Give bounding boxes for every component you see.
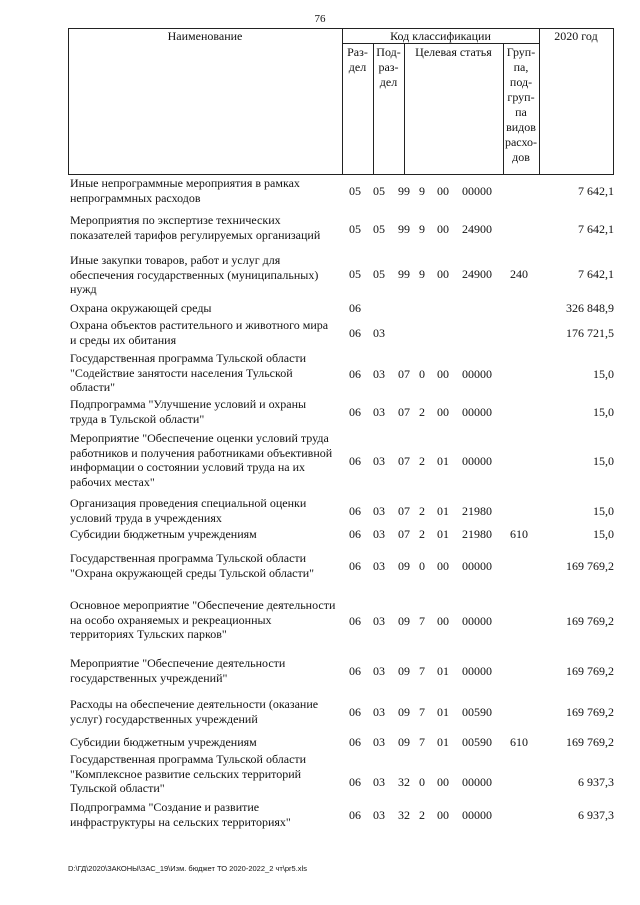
event-code: 01 (437, 705, 449, 719)
direction-code: 00000 (462, 664, 492, 678)
subsection-code: 03 (373, 735, 385, 749)
razdel-code: 05 (349, 184, 361, 198)
subprogram-code: 0 (419, 559, 425, 573)
program-code: 09 (398, 559, 410, 573)
subprogram-code: 2 (419, 527, 425, 541)
event-code: 00 (437, 184, 449, 198)
direction-code: 00000 (462, 559, 492, 573)
event-code: 01 (437, 454, 449, 468)
amount-2020: 15,0 (593, 504, 614, 518)
razdel-code: 06 (349, 705, 361, 719)
amount-2020: 169 769,2 (566, 735, 614, 749)
amount-2020: 15,0 (593, 527, 614, 541)
direction-code: 24900 (462, 267, 492, 281)
table-header (68, 28, 614, 174)
razdel-code: 06 (349, 735, 361, 749)
header-target: Целевая статья (415, 45, 492, 59)
program-code: 07 (398, 405, 410, 419)
program-code: 99 (398, 184, 410, 198)
program-code: 07 (398, 454, 410, 468)
subsection-code: 03 (373, 367, 385, 381)
razdel-code: 06 (349, 614, 361, 628)
event-code: 00 (437, 775, 449, 789)
amount-2020: 15,0 (593, 405, 614, 419)
razdel-code: 06 (349, 405, 361, 419)
expense-type-code: 610 (510, 527, 528, 541)
razdel-code: 06 (349, 664, 361, 678)
razdel-code: 06 (349, 301, 361, 315)
subsection-code: 03 (373, 326, 385, 340)
subsection-code: 05 (373, 267, 385, 281)
row-name: Государственная программа Тульской области "Охрана окружающей среды Тульской области" (70, 551, 315, 580)
header-divider-group (539, 28, 540, 175)
header-classification: Код классификации (390, 29, 491, 43)
row-name: Иные непрограммные мероприятия в рамках непрограммных расходов (70, 176, 300, 205)
event-code: 00 (437, 405, 449, 419)
event-code: 01 (437, 527, 449, 541)
subprogram-code: 7 (419, 735, 425, 749)
razdel-code: 05 (349, 267, 361, 281)
expense-type-code: 610 (510, 735, 528, 749)
subprogram-code: 9 (419, 222, 425, 236)
header-bottom-border (68, 174, 614, 175)
header-subsection: Под- раз- дел (376, 45, 401, 89)
subprogram-code: 9 (419, 267, 425, 281)
file-path-footer: D:\ГД\2020\ЗАКОНЫ\ЗАС_19\Изм. бюджет ТО 2020-2022_2 чт\pr5.xls (68, 864, 307, 873)
row-name: Охрана окружающей среды (70, 301, 212, 315)
event-code: 01 (437, 504, 449, 518)
row-name: Иные закупки товаров, работ и услуг для обеспечения государственных (муниципальных) нужд (70, 253, 319, 296)
razdel-code: 06 (349, 326, 361, 340)
page-number: 76 (314, 13, 326, 25)
program-code: 09 (398, 705, 410, 719)
direction-code: 21980 (462, 527, 492, 541)
row-name: Расходы на обеспечение деятельности (оказание услуг) государственных учреждений (70, 697, 319, 726)
direction-code: 00000 (462, 405, 492, 419)
razdel-code: 06 (349, 527, 361, 541)
subprogram-code: 0 (419, 367, 425, 381)
subsection-code: 03 (373, 705, 385, 719)
subsection-code: 03 (373, 664, 385, 678)
razdel-code: 06 (349, 775, 361, 789)
amount-2020: 169 769,2 (566, 664, 614, 678)
amount-2020: 15,0 (593, 454, 614, 468)
subprogram-code: 2 (419, 808, 425, 822)
program-code: 99 (398, 267, 410, 281)
program-code: 09 (398, 614, 410, 628)
header-left-border (68, 28, 69, 175)
header-year: 2020 год (554, 29, 598, 43)
row-name: Основное мероприятие "Обеспечение деятельности на особо охраняемых и рекреационных территориях Тульских парков" (70, 598, 336, 641)
header-group: Груп- па, под- груп- па видов расхо- дов (504, 45, 538, 164)
program-code: 07 (398, 504, 410, 518)
amount-2020: 6 937,3 (578, 775, 614, 789)
event-code: 01 (437, 735, 449, 749)
header-section: Раз- дел (347, 45, 368, 74)
header-name: Наименование (167, 29, 243, 43)
subsection-code: 03 (373, 527, 385, 541)
subsection-code: 05 (373, 222, 385, 236)
event-code: 00 (437, 267, 449, 281)
subprogram-code: 0 (419, 775, 425, 789)
direction-code: 21980 (462, 504, 492, 518)
row-name: Подпрограмма "Создание и развитие инфраструктуры на сельских территориях" (70, 800, 291, 829)
amount-2020: 7 642,1 (578, 222, 614, 236)
subprogram-code: 2 (419, 454, 425, 468)
subprogram-code: 7 (419, 664, 425, 678)
subsection-code: 03 (373, 559, 385, 573)
direction-code: 00000 (462, 454, 492, 468)
subsection-code: 03 (373, 504, 385, 518)
event-code: 00 (437, 222, 449, 236)
subsection-code: 03 (373, 614, 385, 628)
program-code: 07 (398, 527, 410, 541)
amount-2020: 326 848,9 (566, 301, 614, 315)
event-code: 00 (437, 559, 449, 573)
subsection-code: 03 (373, 808, 385, 822)
program-code: 99 (398, 222, 410, 236)
subprogram-code: 2 (419, 405, 425, 419)
header-right-border (613, 28, 614, 175)
expense-type-code: 240 (510, 267, 528, 281)
amount-2020: 176 721,5 (566, 326, 614, 340)
direction-code: 00000 (462, 614, 492, 628)
row-name: Государственная программа Тульской области "Содействие занятости населения Тульской области" (70, 351, 307, 394)
amount-2020: 7 642,1 (578, 184, 614, 198)
direction-code: 00000 (462, 184, 492, 198)
event-code: 00 (437, 614, 449, 628)
program-code: 09 (398, 664, 410, 678)
program-code: 09 (398, 735, 410, 749)
direction-code: 00000 (462, 775, 492, 789)
amount-2020: 7 642,1 (578, 267, 614, 281)
amount-2020: 6 937,3 (578, 808, 614, 822)
direction-code: 24900 (462, 222, 492, 236)
header-divider-subsection (404, 43, 405, 175)
event-code: 00 (437, 808, 449, 822)
subprogram-code: 2 (419, 504, 425, 518)
subprogram-code: 9 (419, 184, 425, 198)
program-code: 07 (398, 367, 410, 381)
row-name: Мероприятия по экспертизе технических показателей тарифов регулируемых организаций (70, 213, 321, 242)
row-name: Охрана объектов растительного и животного мира и среды их обитания (70, 318, 329, 347)
event-code: 01 (437, 664, 449, 678)
row-name: Государственная программа Тульской области "Комплексное развитие сельских территорий Тульской области" (70, 752, 307, 795)
row-name: Субсидии бюджетным учреждениям (70, 527, 257, 541)
program-code: 32 (398, 808, 410, 822)
subprogram-code: 7 (419, 614, 425, 628)
razdel-code: 06 (349, 559, 361, 573)
razdel-code: 05 (349, 222, 361, 236)
amount-2020: 169 769,2 (566, 705, 614, 719)
subsection-code: 03 (373, 775, 385, 789)
subsection-code: 03 (373, 405, 385, 419)
row-name: Субсидии бюджетным учреждениям (70, 735, 257, 749)
amount-2020: 169 769,2 (566, 559, 614, 573)
razdel-code: 06 (349, 808, 361, 822)
subsection-code: 05 (373, 184, 385, 198)
event-code: 00 (437, 367, 449, 381)
direction-code: 00590 (462, 705, 492, 719)
direction-code: 00000 (462, 367, 492, 381)
row-name: Мероприятие "Обеспечение оценки условий труда работников и получения работниками объективной информации о состоянии условий труда на их рабочих местах" (70, 431, 333, 489)
direction-code: 00000 (462, 808, 492, 822)
direction-code: 00590 (462, 735, 492, 749)
razdel-code: 06 (349, 454, 361, 468)
row-name: Мероприятие "Обеспечение деятельности государственных учреждений" (70, 656, 286, 685)
razdel-code: 06 (349, 367, 361, 381)
amount-2020: 169 769,2 (566, 614, 614, 628)
program-code: 32 (398, 775, 410, 789)
subsection-code: 03 (373, 454, 385, 468)
row-name: Организация проведения специальной оценки условий труда в учреждениях (70, 496, 307, 525)
row-name: Подпрограмма "Улучшение условий и охраны труда в Тульской области" (70, 397, 307, 426)
subprogram-code: 7 (419, 705, 425, 719)
amount-2020: 15,0 (593, 367, 614, 381)
razdel-code: 06 (349, 504, 361, 518)
